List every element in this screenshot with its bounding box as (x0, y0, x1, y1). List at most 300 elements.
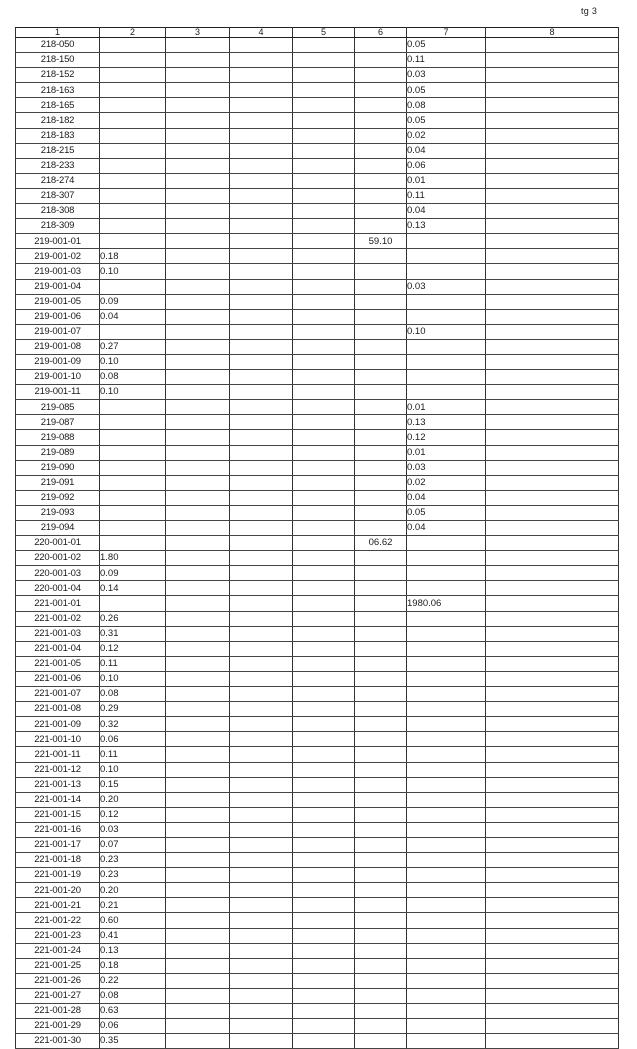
table-row (16, 294, 619, 309)
value-cell-col3 (166, 611, 230, 626)
value-cell-col5 (293, 837, 355, 852)
value-cell-col2: 0.10 (100, 354, 166, 369)
table-row (16, 913, 619, 928)
value-cell-col7 (407, 822, 486, 837)
value-cell-col6 (355, 988, 407, 1003)
value-cell-col6 (355, 219, 407, 234)
table-row (16, 822, 619, 837)
value-cell-col7: 0.08 (407, 98, 486, 113)
value-cell-col6 (355, 415, 407, 430)
value-cell-col6 (355, 671, 407, 686)
value-cell-col8 (486, 898, 619, 913)
value-cell-col3 (166, 747, 230, 762)
value-cell-col7 (407, 913, 486, 928)
row-id-cell: 219-001-10 (16, 370, 100, 385)
row-id-cell: 218-308 (16, 204, 100, 219)
value-cell-col8 (486, 1034, 619, 1049)
value-cell-col8 (486, 385, 619, 400)
value-cell-col6 (355, 973, 407, 988)
value-cell-col5 (293, 928, 355, 943)
value-cell-col7 (407, 370, 486, 385)
value-cell-col6 (355, 294, 407, 309)
value-cell-col5 (293, 234, 355, 249)
value-cell-col4 (230, 732, 293, 747)
row-id-cell: 218-050 (16, 38, 100, 53)
value-cell-col2: 0.26 (100, 611, 166, 626)
value-cell-col6 (355, 762, 407, 777)
value-cell-col4 (230, 656, 293, 671)
value-cell-col4 (230, 1004, 293, 1019)
table-row (16, 370, 619, 385)
row-id-cell: 219-090 (16, 460, 100, 475)
value-cell-col8 (486, 143, 619, 158)
row-id-cell: 219-001-05 (16, 294, 100, 309)
value-cell-col5 (293, 777, 355, 792)
table-row (16, 98, 619, 113)
row-id-cell: 221-001-23 (16, 928, 100, 943)
value-cell-col8 (486, 943, 619, 958)
value-cell-col4 (230, 158, 293, 173)
value-cell-col2 (100, 128, 166, 143)
value-cell-col6 (355, 822, 407, 837)
column-header-7: 7 (407, 28, 486, 38)
table-row (16, 158, 619, 173)
page-number: tg 3 (581, 6, 598, 16)
value-cell-col5 (293, 747, 355, 762)
value-cell-col2: 0.11 (100, 747, 166, 762)
value-cell-col2: 0.12 (100, 807, 166, 822)
value-cell-col3 (166, 400, 230, 415)
value-cell-col8 (486, 354, 619, 369)
value-cell-col5 (293, 792, 355, 807)
value-cell-col4 (230, 822, 293, 837)
value-cell-col2: 0.32 (100, 717, 166, 732)
table-row (16, 173, 619, 188)
value-cell-col8 (486, 551, 619, 566)
row-id-cell: 221-001-12 (16, 762, 100, 777)
value-cell-col5 (293, 128, 355, 143)
value-cell-col5 (293, 445, 355, 460)
value-cell-col5 (293, 988, 355, 1003)
value-cell-col2: 0.08 (100, 988, 166, 1003)
value-cell-col7: 0.11 (407, 53, 486, 68)
value-cell-col4 (230, 913, 293, 928)
row-id-cell: 218-182 (16, 113, 100, 128)
value-cell-col3 (166, 68, 230, 83)
value-cell-col4 (230, 581, 293, 596)
value-cell-col2: 0.23 (100, 868, 166, 883)
value-cell-col5 (293, 204, 355, 219)
value-cell-col8 (486, 687, 619, 702)
value-cell-col8 (486, 853, 619, 868)
value-cell-col4 (230, 264, 293, 279)
value-cell-col2: 0.04 (100, 309, 166, 324)
value-cell-col6 (355, 475, 407, 490)
value-cell-col3 (166, 158, 230, 173)
value-cell-col4 (230, 204, 293, 219)
value-cell-col3 (166, 837, 230, 852)
table-row (16, 475, 619, 490)
value-cell-col5 (293, 687, 355, 702)
value-cell-col2: 0.12 (100, 641, 166, 656)
value-cell-col2 (100, 324, 166, 339)
value-cell-col6 (355, 702, 407, 717)
value-cell-col3 (166, 234, 230, 249)
value-cell-col3 (166, 354, 230, 369)
value-cell-col3 (166, 83, 230, 98)
value-cell-col8 (486, 370, 619, 385)
value-cell-col7 (407, 294, 486, 309)
value-cell-col3 (166, 717, 230, 732)
value-cell-col2 (100, 188, 166, 203)
value-cell-col4 (230, 445, 293, 460)
row-id-cell: 221-001-28 (16, 1004, 100, 1019)
value-cell-col5 (293, 158, 355, 173)
value-cell-col4 (230, 868, 293, 883)
value-cell-col4 (230, 249, 293, 264)
row-id-cell: 218-150 (16, 53, 100, 68)
row-id-cell: 221-001-29 (16, 1019, 100, 1034)
table-header (16, 28, 619, 38)
value-cell-col5 (293, 98, 355, 113)
value-cell-col7 (407, 249, 486, 264)
value-cell-col7: 0.02 (407, 475, 486, 490)
value-cell-col4 (230, 777, 293, 792)
value-cell-col2: 0.15 (100, 777, 166, 792)
value-cell-col4 (230, 807, 293, 822)
value-cell-col4 (230, 1019, 293, 1034)
value-cell-col5 (293, 415, 355, 430)
value-cell-col6 (355, 551, 407, 566)
row-id-cell: 221-001-16 (16, 822, 100, 837)
value-cell-col8 (486, 732, 619, 747)
value-cell-col5 (293, 173, 355, 188)
value-cell-col7: 0.03 (407, 460, 486, 475)
value-cell-col6 (355, 370, 407, 385)
value-cell-col6 (355, 490, 407, 505)
value-cell-col6 (355, 943, 407, 958)
table-row (16, 566, 619, 581)
value-cell-col2 (100, 536, 166, 551)
value-cell-col8 (486, 988, 619, 1003)
table-row (16, 717, 619, 732)
value-cell-col8 (486, 294, 619, 309)
value-cell-col3 (166, 430, 230, 445)
value-cell-col7 (407, 264, 486, 279)
value-cell-col7: 0.05 (407, 38, 486, 53)
value-cell-col8 (486, 38, 619, 53)
value-cell-col2: 0.35 (100, 1034, 166, 1049)
table-row (16, 354, 619, 369)
value-cell-col6 (355, 460, 407, 475)
value-cell-col5 (293, 324, 355, 339)
value-cell-col7 (407, 988, 486, 1003)
value-cell-col6 (355, 53, 407, 68)
row-id-cell: 218-183 (16, 128, 100, 143)
table-row (16, 898, 619, 913)
value-cell-col8 (486, 188, 619, 203)
value-cell-col3 (166, 596, 230, 611)
column-header-3: 3 (166, 28, 230, 38)
value-cell-col4 (230, 430, 293, 445)
table-row (16, 1034, 619, 1049)
value-cell-col5 (293, 702, 355, 717)
value-cell-col8 (486, 868, 619, 883)
value-cell-col4 (230, 98, 293, 113)
value-cell-col2 (100, 234, 166, 249)
column-header-6: 6 (355, 28, 407, 38)
value-cell-col3 (166, 566, 230, 581)
value-cell-col2: 0.27 (100, 339, 166, 354)
value-cell-col6 (355, 777, 407, 792)
table-row (16, 1004, 619, 1019)
table-row (16, 656, 619, 671)
value-cell-col5 (293, 973, 355, 988)
value-cell-col4 (230, 551, 293, 566)
value-cell-col5 (293, 521, 355, 536)
value-cell-col2: 1.80 (100, 551, 166, 566)
value-cell-col7: 0.11 (407, 188, 486, 203)
value-cell-col3 (166, 173, 230, 188)
value-cell-col5 (293, 1019, 355, 1034)
value-cell-col4 (230, 234, 293, 249)
value-cell-col5 (293, 717, 355, 732)
value-cell-col6 (355, 1019, 407, 1034)
value-cell-col7: 0.06 (407, 158, 486, 173)
value-cell-col5 (293, 611, 355, 626)
row-id-cell: 220-001-03 (16, 566, 100, 581)
value-cell-col6 (355, 113, 407, 128)
row-id-cell: 221-001-27 (16, 988, 100, 1003)
value-cell-col2: 0.18 (100, 249, 166, 264)
value-cell-col2: 0.11 (100, 656, 166, 671)
value-cell-col3 (166, 370, 230, 385)
value-cell-col7 (407, 958, 486, 973)
value-cell-col8 (486, 400, 619, 415)
value-cell-col4 (230, 83, 293, 98)
value-cell-col6 (355, 264, 407, 279)
value-cell-col7 (407, 641, 486, 656)
value-cell-col6 (355, 913, 407, 928)
value-cell-col3 (166, 188, 230, 203)
column-header-5: 5 (293, 28, 355, 38)
value-cell-col5 (293, 762, 355, 777)
value-cell-col3 (166, 1019, 230, 1034)
value-cell-col5 (293, 807, 355, 822)
value-cell-col8 (486, 928, 619, 943)
table-row (16, 973, 619, 988)
value-cell-col8 (486, 702, 619, 717)
row-id-cell: 221-001-18 (16, 853, 100, 868)
table-row (16, 415, 619, 430)
row-id-cell: 218-152 (16, 68, 100, 83)
value-cell-col7 (407, 309, 486, 324)
value-cell-col3 (166, 792, 230, 807)
value-cell-col3 (166, 339, 230, 354)
value-cell-col6 (355, 837, 407, 852)
table-row (16, 792, 619, 807)
table-row (16, 38, 619, 53)
row-id-cell: 221-001-21 (16, 898, 100, 913)
value-cell-col2: 0.06 (100, 732, 166, 747)
table-row (16, 505, 619, 520)
value-cell-col2: 0.08 (100, 370, 166, 385)
value-cell-col2 (100, 219, 166, 234)
value-cell-col6 (355, 1004, 407, 1019)
value-cell-col7 (407, 883, 486, 898)
table-row (16, 339, 619, 354)
table-row (16, 551, 619, 566)
row-id-cell: 220-001-02 (16, 551, 100, 566)
value-cell-col2 (100, 68, 166, 83)
value-cell-col2: 0.06 (100, 1019, 166, 1034)
value-cell-col8 (486, 626, 619, 641)
value-cell-col8 (486, 83, 619, 98)
row-id-cell: 218-274 (16, 173, 100, 188)
value-cell-col4 (230, 837, 293, 852)
table-row (16, 430, 619, 445)
value-cell-col3 (166, 1004, 230, 1019)
value-cell-col6 (355, 958, 407, 973)
value-cell-col2: 0.22 (100, 973, 166, 988)
value-cell-col8 (486, 173, 619, 188)
value-cell-col3 (166, 777, 230, 792)
row-id-cell: 221-001-24 (16, 943, 100, 958)
row-id-cell: 221-001-07 (16, 687, 100, 702)
value-cell-col4 (230, 943, 293, 958)
value-cell-col3 (166, 475, 230, 490)
table-row (16, 853, 619, 868)
value-cell-col2 (100, 143, 166, 158)
value-cell-col6 (355, 928, 407, 943)
value-cell-col5 (293, 822, 355, 837)
value-cell-col7: 1980.06 (407, 596, 486, 611)
value-cell-col7 (407, 792, 486, 807)
row-id-cell: 219-001-01 (16, 234, 100, 249)
value-cell-col7: 0.05 (407, 83, 486, 98)
value-cell-col8 (486, 762, 619, 777)
column-header-2: 2 (100, 28, 166, 38)
value-cell-col5 (293, 264, 355, 279)
column-header-8: 8 (486, 28, 619, 38)
value-cell-col4 (230, 400, 293, 415)
value-cell-col7 (407, 339, 486, 354)
value-cell-col4 (230, 128, 293, 143)
value-cell-col8 (486, 264, 619, 279)
value-cell-col7 (407, 1019, 486, 1034)
value-cell-col3 (166, 143, 230, 158)
value-cell-col4 (230, 143, 293, 158)
value-cell-col6 (355, 566, 407, 581)
value-cell-col3 (166, 490, 230, 505)
value-cell-col6 (355, 158, 407, 173)
value-cell-col3 (166, 822, 230, 837)
value-cell-col5 (293, 898, 355, 913)
value-cell-col8 (486, 611, 619, 626)
value-cell-col3 (166, 113, 230, 128)
value-cell-col2 (100, 400, 166, 415)
row-id-cell: 220-001-04 (16, 581, 100, 596)
value-cell-col3 (166, 702, 230, 717)
value-cell-col3 (166, 264, 230, 279)
value-cell-col3 (166, 279, 230, 294)
value-cell-col5 (293, 913, 355, 928)
value-cell-col3 (166, 521, 230, 536)
value-cell-col5 (293, 370, 355, 385)
row-id-cell: 221-001-10 (16, 732, 100, 747)
value-cell-col2 (100, 204, 166, 219)
row-id-cell: 219-001-09 (16, 354, 100, 369)
value-cell-col5 (293, 943, 355, 958)
value-cell-col5 (293, 641, 355, 656)
value-cell-col8 (486, 641, 619, 656)
value-cell-col5 (293, 505, 355, 520)
value-cell-col2: 0.20 (100, 792, 166, 807)
value-cell-col4 (230, 173, 293, 188)
column-header-1: 1 (16, 28, 100, 38)
table-row (16, 188, 619, 203)
table-row (16, 837, 619, 852)
row-id-cell: 218-233 (16, 158, 100, 173)
value-cell-col8 (486, 883, 619, 898)
value-cell-col3 (166, 898, 230, 913)
row-id-cell: 219-093 (16, 505, 100, 520)
value-cell-col8 (486, 309, 619, 324)
value-cell-col5 (293, 868, 355, 883)
table-row (16, 400, 619, 415)
value-cell-col4 (230, 702, 293, 717)
value-cell-col8 (486, 490, 619, 505)
value-cell-col2 (100, 98, 166, 113)
row-id-cell: 221-001-25 (16, 958, 100, 973)
value-cell-col4 (230, 505, 293, 520)
value-cell-col2 (100, 475, 166, 490)
value-cell-col4 (230, 475, 293, 490)
value-cell-col6 (355, 279, 407, 294)
value-cell-col6: 06.62 (355, 536, 407, 551)
table-row (16, 204, 619, 219)
value-cell-col2: 0.13 (100, 943, 166, 958)
value-cell-col5 (293, 671, 355, 686)
value-cell-col2: 0.20 (100, 883, 166, 898)
value-cell-col7: 0.04 (407, 204, 486, 219)
value-cell-col6 (355, 656, 407, 671)
row-id-cell: 219-001-02 (16, 249, 100, 264)
table-row (16, 747, 619, 762)
value-cell-col2: 0.10 (100, 671, 166, 686)
value-cell-col2: 0.29 (100, 702, 166, 717)
value-cell-col4 (230, 38, 293, 53)
value-cell-col4 (230, 113, 293, 128)
value-cell-col5 (293, 294, 355, 309)
value-cell-col7 (407, 551, 486, 566)
value-cell-col5 (293, 400, 355, 415)
value-cell-col4 (230, 792, 293, 807)
value-cell-col4 (230, 988, 293, 1003)
table-row (16, 671, 619, 686)
row-id-cell: 221-001-22 (16, 913, 100, 928)
value-cell-col3 (166, 415, 230, 430)
value-cell-col6 (355, 249, 407, 264)
value-cell-col3 (166, 928, 230, 943)
row-id-cell: 221-001-14 (16, 792, 100, 807)
value-cell-col7 (407, 1034, 486, 1049)
value-cell-col8 (486, 68, 619, 83)
value-cell-col5 (293, 38, 355, 53)
row-id-cell: 221-001-11 (16, 747, 100, 762)
value-cell-col6: 59.10 (355, 234, 407, 249)
value-cell-col6 (355, 324, 407, 339)
